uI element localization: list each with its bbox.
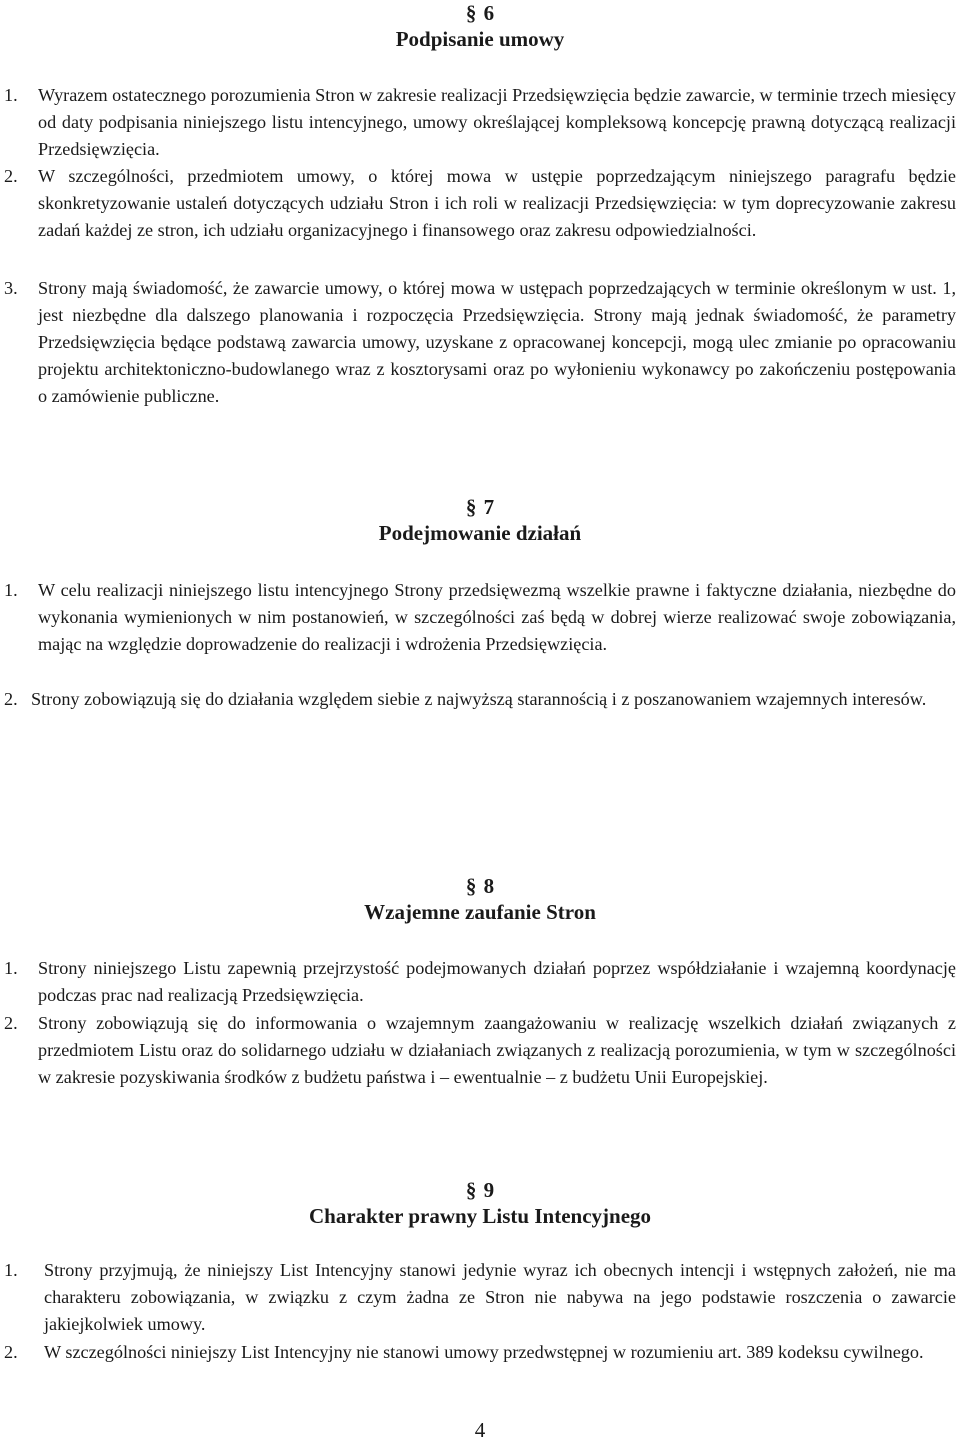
section-6-title: Podpisanie umowy xyxy=(395,27,565,51)
section-7-item-2 xyxy=(4,686,956,713)
item-number: 2. xyxy=(4,1342,18,1362)
section-9-item-1 xyxy=(4,1257,956,1338)
item-text: Strony przyjmują, że niniejszy List Intencyjny stanowi jedynie wyraz ich obecnych intencji i wstępnych założeń, nie ma charakteru zobowiązania, w związku z czym żadna ze Stron nie nabywa na jego podstawie roszczenia o zawarcie jakiejkolwiek umowy. xyxy=(44,1260,956,1334)
item-text: W celu realizacji niniejszego listu intencyjnego Strony przedsięwezmą wszelkie prawne i faktyczne działania, niezbędne do wykonania wymienionych w nim postanowień, w szczególności zaś będą w dobrej wierze realizować swoje zobowiązania, mając na względzie doprowadzenie do realizacji i wdrożenia Przedsięwzięcia. xyxy=(38,580,956,654)
item-number: 2. xyxy=(4,166,18,186)
item-text: W szczególności niniejszy List Intencyjny nie stanowi umowy przedwstępnej w rozumieniu art. 389 kodeksu cywilnego. xyxy=(44,1342,924,1362)
section-8-number xyxy=(0,873,960,899)
section-number-text: 7 xyxy=(483,495,495,519)
section-7-heading xyxy=(0,494,960,546)
item-number: 2. xyxy=(4,1013,18,1033)
paragraph-sign: § xyxy=(465,495,477,519)
section-6-item-2 xyxy=(4,163,956,244)
item-text: W szczególności, przedmiotem umowy, o której mowa w ustępie poprzedzającym niniejszego paragrafu będzie skonkretyzowanie ustaleń dotyczących udziału Stron i ich roli w realizacji Przedsięwzięcia: w tym doprecyzowanie zakresu zadań każdej ze stron, ich udziału organizacyjnego i finansowego oraz zakresu odpowiedzialności. xyxy=(38,166,956,240)
section-8-item-1 xyxy=(4,955,956,1009)
section-8-heading xyxy=(0,873,960,925)
item-text: Strony zobowiązują się do działania względem siebie z najwyższą starannością i z poszanowaniem wzajemnych interesów. xyxy=(31,689,927,709)
item-number: 1. xyxy=(4,85,18,105)
item-number: 1. xyxy=(4,958,18,978)
section-6-item-3 xyxy=(4,275,956,410)
item-number: 2. xyxy=(4,689,18,709)
item-number: 1. xyxy=(4,580,18,600)
section-9-heading xyxy=(0,1177,960,1229)
section-6-number xyxy=(0,0,960,26)
section-7-item-1 xyxy=(4,577,956,658)
item-text: Wyrazem ostatecznego porozumienia Stron w zakresie realizacji Przedsięwzięcia będzie zawarcie, w terminie trzech miesięcy od daty podpisania niniejszego listu intencyjnego, umowy określającej kompleksową koncepcję prawną dotyczącą realizacji Przedsięwzięcia. xyxy=(38,85,956,159)
section-8-item-2 xyxy=(4,1010,956,1091)
item-text: Strony zobowiązują się do informowania o wzajemnym zaangażowaniu w realizację wszelkich działań związanych z przedmiotem Listu oraz do solidarnego udziału w działaniach związanych z realizacją porozumienia, w tym w szczególności w zakresie pozyskiwania środków z budżetu państwa i – ewentualnie – z budżetu Unii Europejskiej. xyxy=(38,1013,956,1087)
section-number-text: 9 xyxy=(483,1178,495,1202)
section-7-number xyxy=(0,494,960,520)
paragraph-sign: § xyxy=(465,874,477,898)
section-number-text: 8 xyxy=(483,874,495,898)
item-number: 3. xyxy=(4,278,18,298)
section-9-item-2 xyxy=(4,1339,956,1366)
paragraph-sign: § xyxy=(465,1,477,25)
item-text: Strony mają świadomość, że zawarcie umowy, o której mowa w ustępach poprzedzających w terminie określonym w ust. 1, jest niezbędne dla dalszego planowania i rozpoczęcia Przedsięwzięcia. Strony mają jednak świadomość, że parametry Przedsięwzięcia będące podstawą zawarcia umowy, uzyskane z opracowanej koncepcji, mogą ulec zmianie po opracowaniu projektu architektoniczno-budowlanego wraz z kosztorysami oraz po wyłonieniu wykonawcy po zakończeniu postępowania o zamówienie publiczne. xyxy=(38,278,956,406)
section-number-text: 6 xyxy=(483,1,495,25)
item-text: Strony niniejszego Listu zapewnią przejrzystość podejmowanych działań poprzez współdziałanie i wzajemną koordynację podczas prac nad realizacją Przedsięwzięcia. xyxy=(38,958,956,1005)
paragraph-sign: § xyxy=(465,1178,477,1202)
item-number: 1. xyxy=(4,1260,18,1280)
section-6-item-1 xyxy=(4,82,956,163)
section-9-title: Charakter prawny Listu Intencyjnego xyxy=(308,1204,652,1228)
section-8-title: Wzajemne zaufanie Stron xyxy=(364,900,596,924)
section-6-heading xyxy=(0,0,960,52)
section-9-number xyxy=(0,1177,960,1203)
section-7-title: Podejmowanie działań xyxy=(378,521,582,545)
page-number: 4 xyxy=(474,1418,486,1442)
